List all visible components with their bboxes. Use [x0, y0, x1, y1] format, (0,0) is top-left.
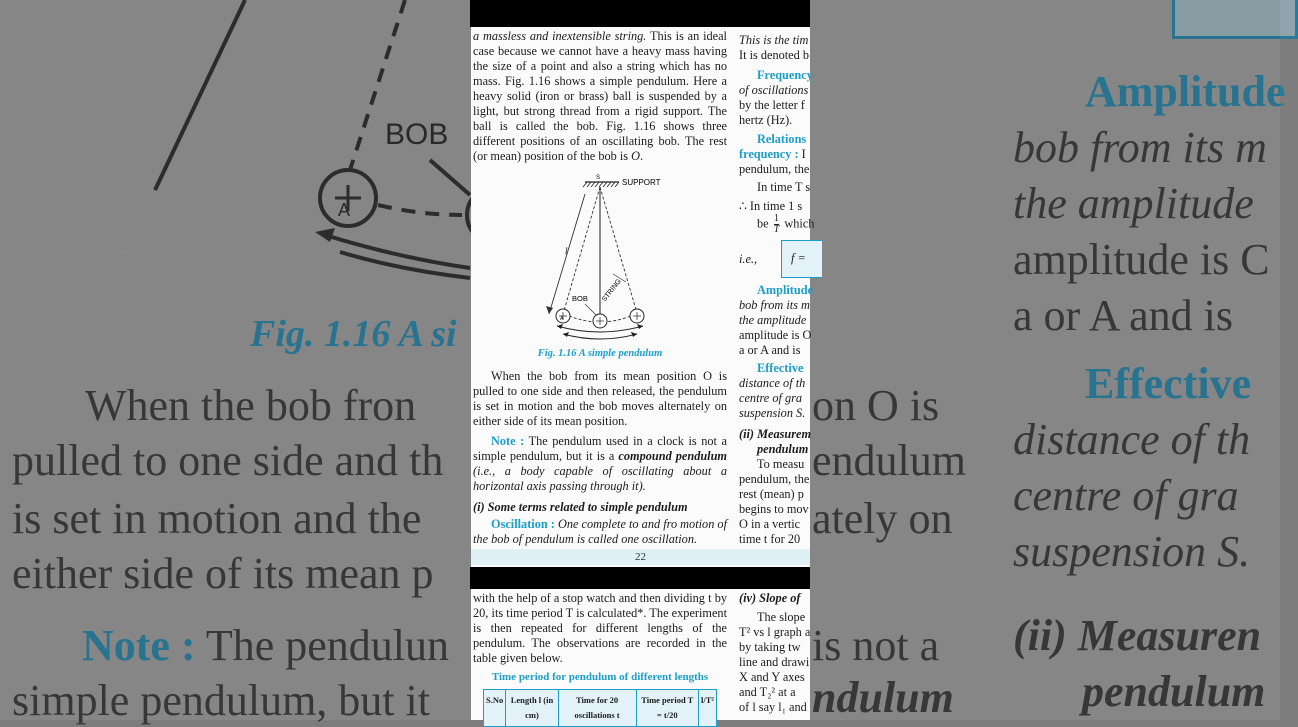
- right-line-amp-2: the amplitude: [739, 313, 807, 327]
- p2-right-line-6: and T₂² at a: [739, 685, 796, 699]
- right-line-in-time-t: In time T s: [757, 180, 811, 194]
- right-line-amp-3: amplitude is O: [739, 328, 812, 342]
- right-line-meas-5: O in a vertic: [739, 517, 801, 531]
- background-mid-line-4: is not a: [812, 621, 940, 670]
- background-line-2: pulled to one side and th: [12, 436, 444, 485]
- background-mid-line-3: ately on: [812, 494, 953, 543]
- background-line-1: When the bob fron: [85, 381, 417, 430]
- right-line-eff-2: centre of gra: [739, 391, 803, 405]
- background-mid-line-1: on O is: [812, 381, 940, 430]
- p2-right-line-4: line and drawi: [739, 655, 810, 669]
- right-line-oscillations: of oscillations: [739, 83, 809, 97]
- background-mid-line-5: ndulum: [812, 673, 954, 722]
- p2-right-line-2: T² vs l graph a: [739, 625, 811, 639]
- amplitude-heading: Amplitude: [757, 283, 814, 297]
- middle-black-band: [470, 567, 810, 589]
- page2-left-column: [473, 591, 727, 727]
- right-line-denoted: It is denoted b: [739, 48, 810, 62]
- background-heading-measurement: (ii) Measuren: [1013, 611, 1262, 660]
- top-black-band: [470, 0, 810, 27]
- length-l-label: l: [565, 246, 568, 256]
- p2-right-line-7: of l say l₁ and: [739, 700, 807, 714]
- right-line-hertz: hertz (Hz).: [739, 113, 793, 127]
- p2-right-line-1: The slope: [757, 610, 806, 624]
- background-fig-caption: Fig. 1.16 A si: [250, 313, 457, 355]
- formula-row: i.e., f =: [739, 240, 819, 280]
- col-time-period: Time period T = t/20: [636, 690, 699, 727]
- page1-left-column: [473, 29, 727, 547]
- slope-heading: (iv) Slope of: [739, 591, 801, 605]
- terms-heading: (i) Some terms related to simple pendulum: [473, 500, 688, 514]
- page-number-bar: [471, 549, 810, 565]
- compound-pendulum-term: compound pendulum: [618, 449, 727, 463]
- background-line-3: is set in motion and the: [12, 494, 422, 543]
- right-line-letter: by the letter f: [739, 98, 805, 112]
- bob-label: BOB: [572, 294, 588, 303]
- effective-heading: Effective: [757, 361, 804, 375]
- right-line-meas-4: begins to mov: [739, 502, 809, 516]
- right-line-amp-1: bob from its m: [739, 298, 810, 312]
- background-bob-label: BOB: [385, 118, 449, 151]
- col-l-over-t2: l/T²: [699, 690, 717, 727]
- right-line-fraction: be $\frac{1}{T}$ which: [757, 213, 815, 235]
- page2-right-column: [739, 591, 819, 715]
- background-heading-effective: Effective: [1085, 359, 1252, 408]
- background-note-label: Note :: [82, 621, 196, 670]
- support-label: SUPPORT: [622, 178, 661, 187]
- table-title: Time period for pendulum of different lengths: [491, 671, 709, 683]
- background-right-line-5: distance of th: [1013, 415, 1251, 464]
- pendulum-figure: [473, 174, 727, 354]
- page2-paragraph: with the help of a stop watch and then dividing t by 20, its time period T is calculated*. The experiment is then repeated for different lengths of the pendulum. The observations are recorded in the table given below.: [473, 591, 727, 665]
- measurement-heading: (ii) Measurem: [739, 427, 812, 441]
- background-a-label: A: [338, 200, 351, 220]
- right-line-pendulum: pendulum, the: [739, 162, 810, 176]
- background-line-4: either side of its mean p: [12, 549, 434, 598]
- page1-right-column: [739, 33, 819, 547]
- book-page-22: [471, 27, 815, 567]
- note-paragraph: Note : The pendulum used in a clock is not a simple pendulum, but it is a compound pendulum (i.e., a body capable of oscillating about a horizontal axis passing through it).: [473, 434, 727, 493]
- fraction-1-over-t: $\frac{1}{T}$: [773, 213, 780, 235]
- formula-box: f =: [781, 240, 822, 278]
- right-line-frequency: frequency : I: [739, 147, 806, 161]
- right-line-meas-2: pendulum, the: [739, 472, 810, 486]
- string-label: STRING: [601, 278, 623, 304]
- background-right-line-2: the amplitude: [1013, 179, 1254, 228]
- right-line-time: This is the tim: [739, 33, 809, 47]
- oscillation-definition: Oscillation : One complete to and fro motion of the bob of pendulum is called one oscillation.: [473, 517, 727, 546]
- background-heading-pendulum: pendulum: [1082, 667, 1266, 716]
- background-right-line-6: centre of gra: [1013, 471, 1239, 520]
- right-line-amp-4: a or A and is: [739, 343, 801, 357]
- note-label: Note :: [491, 434, 525, 448]
- background-note-line2: simple pendulum, but it: [12, 676, 430, 725]
- measurement-heading-2: pendulum: [757, 442, 809, 456]
- figure-caption: Fig. 1.16 A simple pendulum: [537, 348, 663, 359]
- page1-paragraph-motion: When the bob from its mean position O is pulled to one side and then released, the pendulum is set in motion and the bob moves alternately on either side of its mean position.: [473, 369, 727, 428]
- time-period-table: [483, 689, 717, 727]
- oscillation-label: Oscillation :: [491, 517, 555, 531]
- support-s-label: S: [596, 175, 601, 181]
- col-sno: S.No: [484, 690, 506, 727]
- background-right-line-3: amplitude is C: [1013, 235, 1270, 284]
- right-line-eff-3: suspension S.: [739, 406, 806, 420]
- col-length: Length l (in cm): [506, 690, 558, 727]
- background-right-line-4: a or A and is: [1013, 291, 1233, 340]
- right-line-meas-1: To measu: [757, 457, 805, 471]
- p2-right-line-3: by taking tw: [739, 640, 801, 654]
- p2-right-line-5: X and Y axes: [739, 670, 805, 684]
- page1-paragraph-intro: a massless and inextensible string. This is an ideal case because we cannot have a heavy mass having the size of a point and also a string which has no mass. Fig. 1.16 shows a simple pendulum. Here a heavy solid (iron or brass) ball is suspended by a light, but strong thread from a rigid support. The ball is called the bob. Fig. 1.16 shows three different positions of an oscillating bob. The rest (or mean) position of the bob is O.: [473, 29, 727, 163]
- page-number: 22: [635, 551, 646, 563]
- book-page-23: [471, 589, 810, 720]
- right-line-meas-6: time t for 20: [739, 532, 801, 546]
- right-line-eff-1: distance of th: [739, 376, 806, 390]
- background-right-line-1: bob from its m: [1013, 123, 1267, 172]
- relation-heading: Relations: [757, 132, 807, 146]
- background-mid-line-2: endulum: [812, 436, 966, 485]
- table-header-row: [484, 690, 717, 727]
- col-time-20: Time for 20 oscillations t: [558, 690, 636, 727]
- background-heading-amplitude: Amplitude: [1085, 67, 1286, 116]
- background-right-line-7: suspension S.: [1013, 527, 1251, 576]
- frequency-heading: Frequency: [757, 68, 813, 82]
- a-label: A: [560, 316, 564, 322]
- right-line-meas-3: rest (mean) p: [739, 487, 804, 501]
- right-line-in-time-1: ∴ In time 1 s: [739, 199, 803, 213]
- background-note-text: The pendulun: [195, 621, 449, 670]
